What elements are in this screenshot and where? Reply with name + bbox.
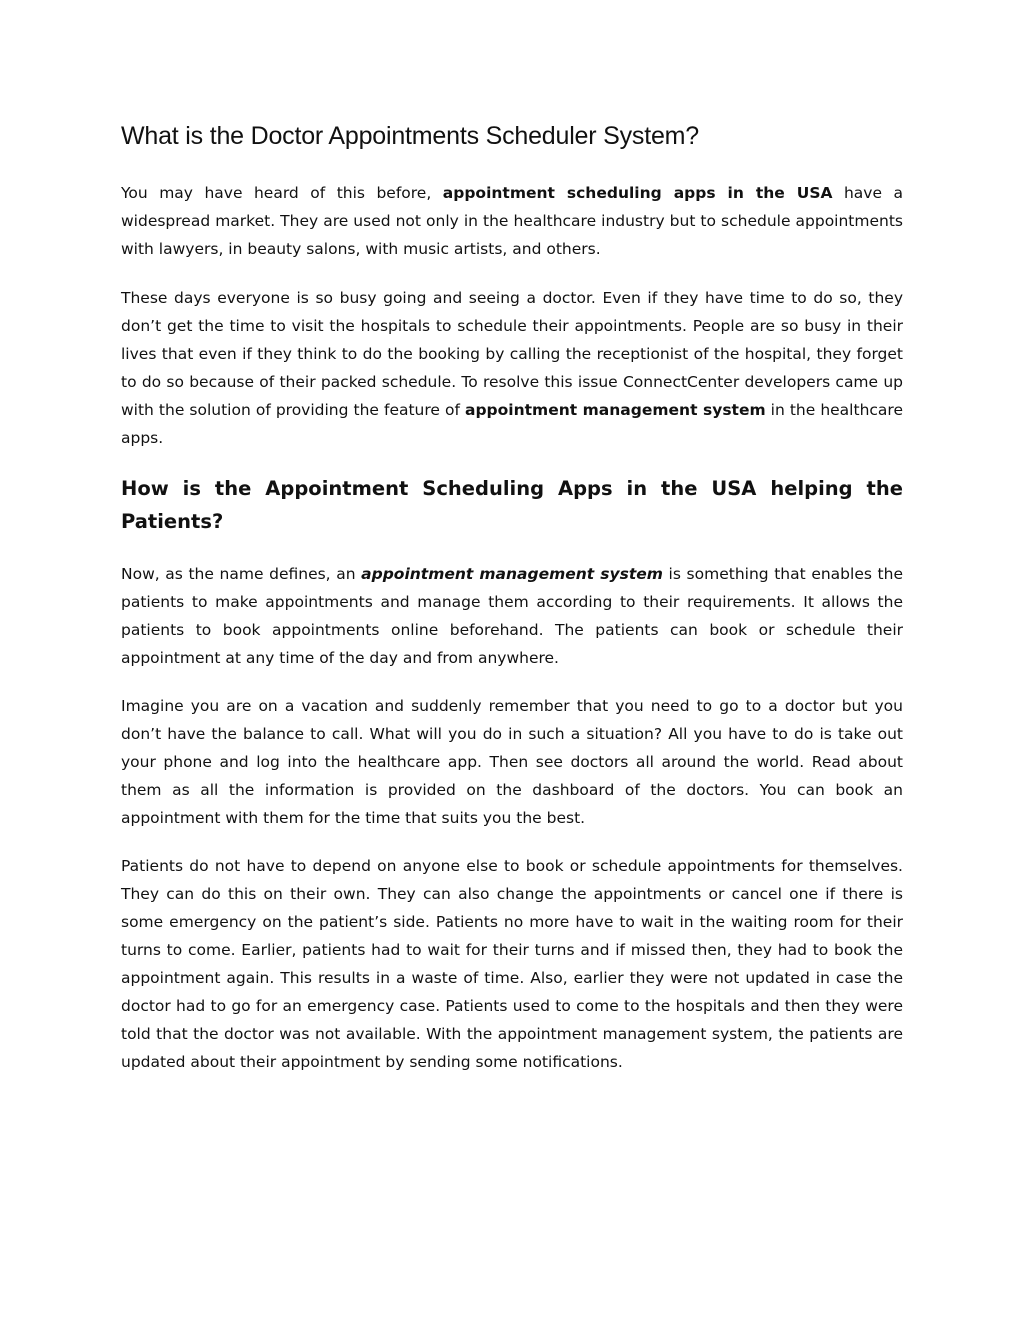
intro-paragraph [121,179,903,263]
busy-text-end: in the healthcare apps. [121,401,903,447]
definition-text-end: is something that enables the patients to make appointments and manage them according to their requirements. It allows the patients to book appointments online beforehand. The patients can book or schedule their appointment at any time of the day and from anywhere. [121,565,903,667]
vacation-paragraph: Imagine you are on a vacation and suddenly remember that you need to go to a doctor but you don’t have the balance to call. What will you do in such a situation? All you have to do is take out your phone and log into the healthcare app. Then see doctors all around the world. Read about them as all the information is provided on the dashboard of the doctors. You can book an appointment with them for the time that suits you the best. [121,697,903,827]
definition-paragraph [121,560,903,672]
intro-text-end: have a widespread market. They are used not only in the healthcare industry but to schedule appointments with lawyers, in beauty salons, with music artists, and others. [121,184,903,258]
busy-paragraph [121,284,903,452]
definition-text-start: Now, as the name defines, an [121,565,362,583]
busy-text-start: These days everyone is so busy going and seeing a doctor. Even if they have time to do so, they don’t get the time to visit the hospitals to schedule their appointments. People are so busy in their lives that even if they think to do the booking by calling the receptionist of the hospital, they forget to do so because of their packed schedule. To resolve this issue ConnectCenter developers came up with the solution of providing the feature of [121,289,903,419]
definition-bold-italic-phrase: appointment management system [361,565,663,583]
page-title: What is the Doctor Appointments Scheduler System? [121,122,699,150]
busy-bold-phrase: appointment management system [464,401,766,419]
section-heading: How is the Appointment Scheduling Apps in the USA helping the Patients? [121,477,903,533]
intro-bold-phrase: appointment scheduling apps in the USA [442,184,833,202]
patients-paragraph: Patients do not have to depend on anyone else to book or schedule appointments for themselves. They can do this on their own. They can also change the appointments or cancel one if there is some emergency on the patient’s side. Patients no more have to wait in the waiting room for their turns to come. Earlier, patients had to wait for their turns and if missed then, they had to book the appointment again. This results in a waste of time. Also, earlier they were not updated in case the doctor had to go for an emergency case. Patients used to come to the hospitals and then they were told that the doctor was not available. With the appointment management system, the patients are updated about their appointment by sending some notifications. [121,857,903,1071]
intro-text-start: You may have heard of this before, [121,184,443,202]
